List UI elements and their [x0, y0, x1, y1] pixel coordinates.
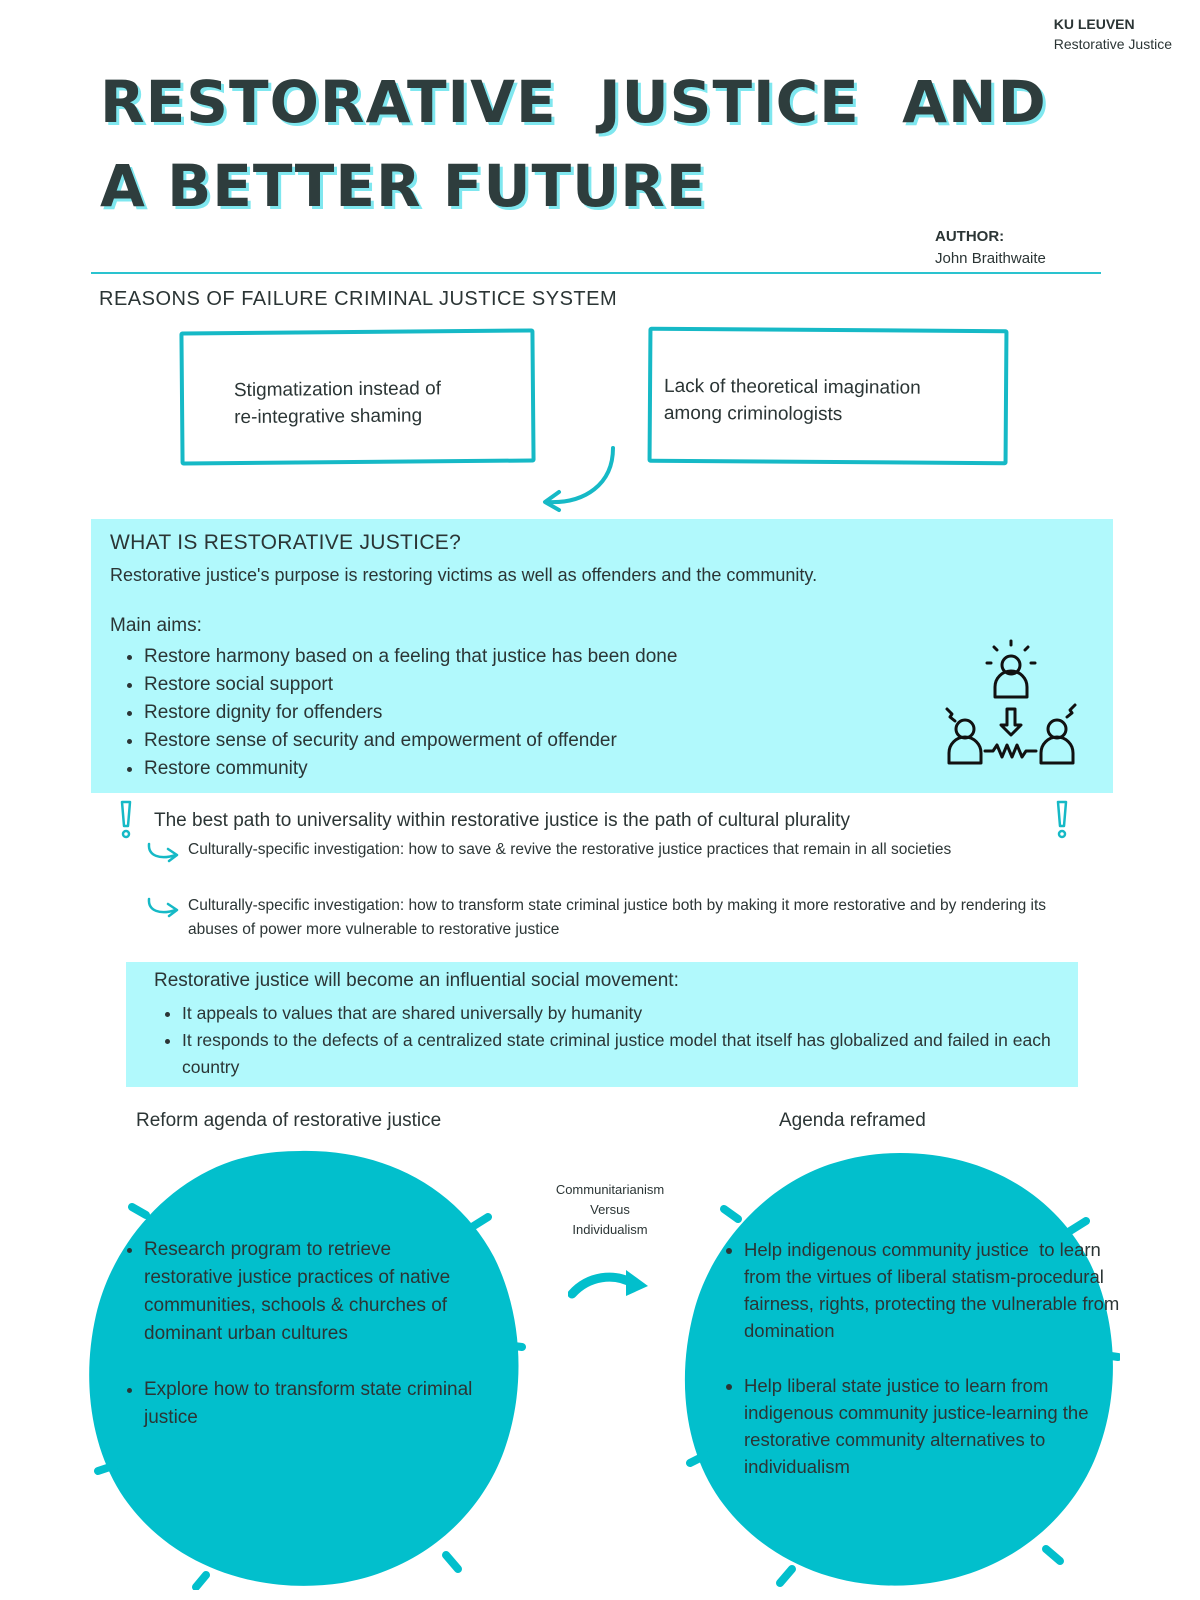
- reform-agenda-points: [124, 1236, 479, 1432]
- reason2-line2: among criminologists: [663, 402, 843, 426]
- aim-item: • Restore dignity for offenders: [144, 699, 677, 727]
- author-label: AUTHOR:: [935, 228, 1005, 245]
- cvi-line-1: Communitarianism: [555, 1182, 665, 1197]
- agenda-point: • Research program to retrieve restorative justice practices of native communities, schools & churches of dominant urban cultures: [144, 1236, 479, 1348]
- reason2-line1: Lack of theoretical imagination: [663, 375, 921, 399]
- investigation-item: Culturally-specific investigation: how to transform state criminal justice both by making it more restorative and by rendering its abuses of power more vulnerable to restorative justice: [188, 897, 1047, 938]
- people-conflict-icon: [941, 639, 1081, 779]
- agenda-point: • Help liberal state justice to learn from indigenous community justice-learning the restorative community alternatives to individualism: [744, 1372, 1124, 1480]
- investigation-item: Culturally-specific investigation: how to save & revive the restorative justice practices that remain in all societies: [188, 841, 952, 858]
- org-name: KU LEUVEN: [1053, 16, 1135, 32]
- movement-point: • It responds to the defects of a centralized state criminal justice model that itself has globalized and failed in each country: [182, 1027, 1062, 1081]
- movement-list: [164, 1000, 1062, 1081]
- communitarianism-versus-individualism: [530, 1180, 690, 1240]
- swoosh-arrow-icon: [568, 1262, 658, 1302]
- brand-block: [1054, 14, 1172, 54]
- plurality-heading: The best path to universality within restorative justice is the path of cultural plurality: [154, 810, 850, 831]
- reason1-line1: Stigmatization instead of: [233, 378, 442, 402]
- aims-label: Main aims:: [110, 615, 202, 636]
- exclamation-icon: [1053, 800, 1071, 840]
- agenda-reframed-points: [724, 1236, 1124, 1480]
- author-name: John Braithwaite: [935, 250, 1046, 267]
- cvi-line-2: Versus: [590, 1202, 630, 1217]
- movement-heading: Restorative justice will become an influential social movement:: [154, 970, 679, 991]
- aims-list: [124, 643, 677, 783]
- what-is-panel: [91, 519, 1113, 793]
- page-title: [100, 60, 1047, 228]
- purpose-text: Restorative justice's purpose is restoring victims as well as offenders and the community.: [110, 565, 818, 585]
- header-divider: [91, 272, 1101, 274]
- author-block: [935, 226, 1046, 270]
- course-name: Restorative Justice: [1053, 36, 1172, 52]
- reason1-line2: re-integrative shaming: [234, 405, 423, 429]
- aim-item: • Restore sense of security and empowerment of offender: [144, 727, 677, 755]
- failure-heading: REASONS OF FAILURE CRIMINAL JUSTICE SYSTEM: [99, 288, 618, 310]
- agenda-point: • Help indigenous community justice to learn from the virtues of liberal statism-procedural fairness, rights, protecting the vulnerable from domination: [744, 1236, 1124, 1344]
- title-line-2: A BETTER FUTURE: [100, 152, 707, 220]
- reform-agenda-title: Reform agenda of restorative justice: [136, 1110, 442, 1131]
- title-line-1: RESTORATIVE JUSTICE AND: [100, 68, 1047, 136]
- agenda-reframed-title: Agenda reframed: [779, 1110, 926, 1131]
- curved-arrow-icon: [146, 895, 182, 921]
- aim-item: • Restore social support: [144, 671, 677, 699]
- exclamation-icon: [117, 800, 135, 840]
- what-is-heading: WHAT IS RESTORATIVE JUSTICE?: [110, 531, 462, 554]
- curved-arrow-icon: [146, 840, 182, 866]
- cvi-line-3: Individualism: [572, 1222, 648, 1237]
- reason-box-stigmatization: [179, 328, 535, 465]
- curved-arrow-icon: [535, 444, 625, 516]
- movement-panel: [126, 962, 1078, 1087]
- movement-point: • It appeals to values that are shared universally by humanity: [182, 1000, 1062, 1027]
- agenda-point: • Explore how to transform state criminal justice: [144, 1376, 479, 1432]
- aim-item: • Restore harmony based on a feeling that justice has been done: [144, 643, 677, 671]
- reason-box-imagination: [648, 327, 1009, 466]
- aim-item: • Restore community: [144, 755, 677, 783]
